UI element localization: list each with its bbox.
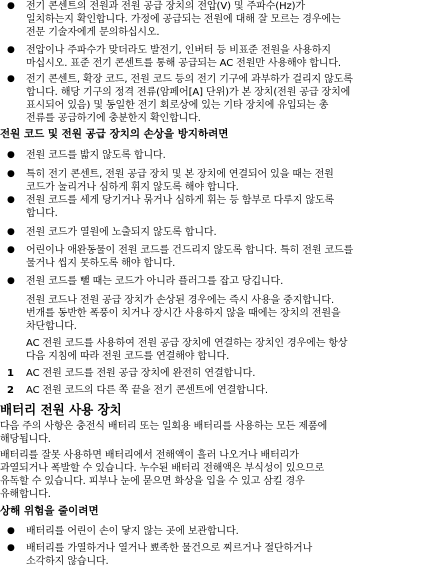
bullet-marker: ●: [7, 150, 15, 160]
battery-warning-paragraph: 배터리를 잘못 사용하면 배터리에서 전해액이 흘러 나오거나 배터리가 과열되거나 폭발할 수 있습니다. 누수된 배터리 전해액은 부식성이 있으므로 유독할 수 있습니다. 피부나 눈에 묻으면 화상을 입을 수 있고 삼킬 경우 유해합니다.: [0, 450, 325, 500]
list-item: 전원 코드가 열원에 노출되지 않도록 합니다.: [26, 227, 217, 238]
cord-damage-paragraph: 전원 코드나 전원 공급 장치가 손상된 경우에는 즉시 사용을 중지합니다. 번개를 동반한 폭풍이 치거나 장시간 사용하지 않을 때에는 장치의 전원을 차단합니다.: [26, 295, 341, 332]
bullet-marker: ●: [7, 74, 15, 84]
section-heading: 전원 코드 및 전원 공급 장치의 손상을 방지하려면: [0, 128, 229, 140]
bullet-marker: ●: [7, 45, 15, 55]
bullet-marker: ●: [7, 227, 15, 237]
bullet-marker: ●: [7, 276, 15, 286]
list-item: 전원 코드를 세게 당기거나 묶거나 심하게 휘는 등 함부로 다루지 않도록 합니다.: [26, 195, 335, 219]
list-item: 전원 코드를 뺄 때는 코드가 아니라 플러그를 잡고 당깁니다.: [26, 276, 284, 287]
list-item: 전기 콘센트, 확장 코드, 전원 코드 등의 전기 기구에 과부하가 걸리지 않도록 합니다. 해당 기구의 정격 전류(암페어[A] 단위)가 본 장치(전원 공급 장치에 표시되어 있음) 및 동일한 전기 회로상에 있는 기타 장치에 유입되는 총 전류를 공급하기에 충분한지 확인합니다.: [26, 74, 353, 124]
list-item: 특히 전기 콘센트, 전원 공급 장치 및 본 장치에 연결되어 있을 때는 전원 코드가 눌리거나 심하게 휘지 않도록 해야 합니다.: [26, 169, 334, 193]
list-item: 전기 콘센트의 전원과 전원 공급 장치의 전압(V) 및 주파수(Hz)가 일치하는지 확인합니다. 가정에 공급되는 전원에 대해 잘 모르는 경우에는 전문 기술자에게 문의하십시오.: [26, 1, 341, 38]
battery-intro-paragraph: 다음 주의 사항은 충전식 배터리 또는 일회용 배터리를 사용하는 모든 제품에 해당됩니다.: [0, 421, 328, 445]
step-text: AC 전원 코드를 전원 공급 장치에 완전히 연결합니다.: [26, 368, 256, 379]
list-item: 전압이나 주파수가 맞더라도 발전기, 인버터 등 비표준 전원을 사용하지 마십시오. 표준 전기 콘센트를 통해 공급되는 AC 전원만 사용해야 합니다.: [26, 45, 341, 69]
step-text: AC 전원 코드의 다른 쪽 끝을 전기 콘센트에 연결합니다.: [26, 385, 268, 396]
bullet-marker: ●: [7, 195, 15, 205]
section-title: 배터리 전원 사용 장치: [0, 402, 122, 417]
list-item: 전원 코드를 밟지 않도록 합니다.: [26, 150, 166, 161]
list-item: 배터리를 가열하거나 열거나 뾰족한 물건으로 찌르거나 절단하거나 소각하지 않습니다.: [26, 543, 313, 567]
bullet-marker: ●: [7, 543, 15, 553]
bullet-marker: ●: [7, 1, 15, 11]
bullet-marker: ●: [7, 526, 15, 536]
list-item: 어린이나 애완동물이 전원 코드를 건드리지 않도록 합니다. 특히 전원 코드를 물거나 씹지 못하도록 해야 합니다.: [26, 245, 354, 269]
step-number: 1: [7, 368, 14, 379]
bullet-marker: ●: [7, 169, 15, 179]
step-number: 2: [7, 385, 14, 396]
section-heading: 상해 위험을 줄이려면: [0, 505, 99, 517]
bullet-marker: ●: [7, 245, 15, 255]
ac-cord-paragraph: AC 전원 코드를 사용하여 전원 공급 장치에 연결하는 장치인 경우에는 항상 다음 지침에 따라 전원 코드를 연결해야 합니다.: [26, 338, 348, 362]
list-item: 배터리를 어린이 손이 닿지 않는 곳에 보관합니다.: [26, 526, 239, 537]
